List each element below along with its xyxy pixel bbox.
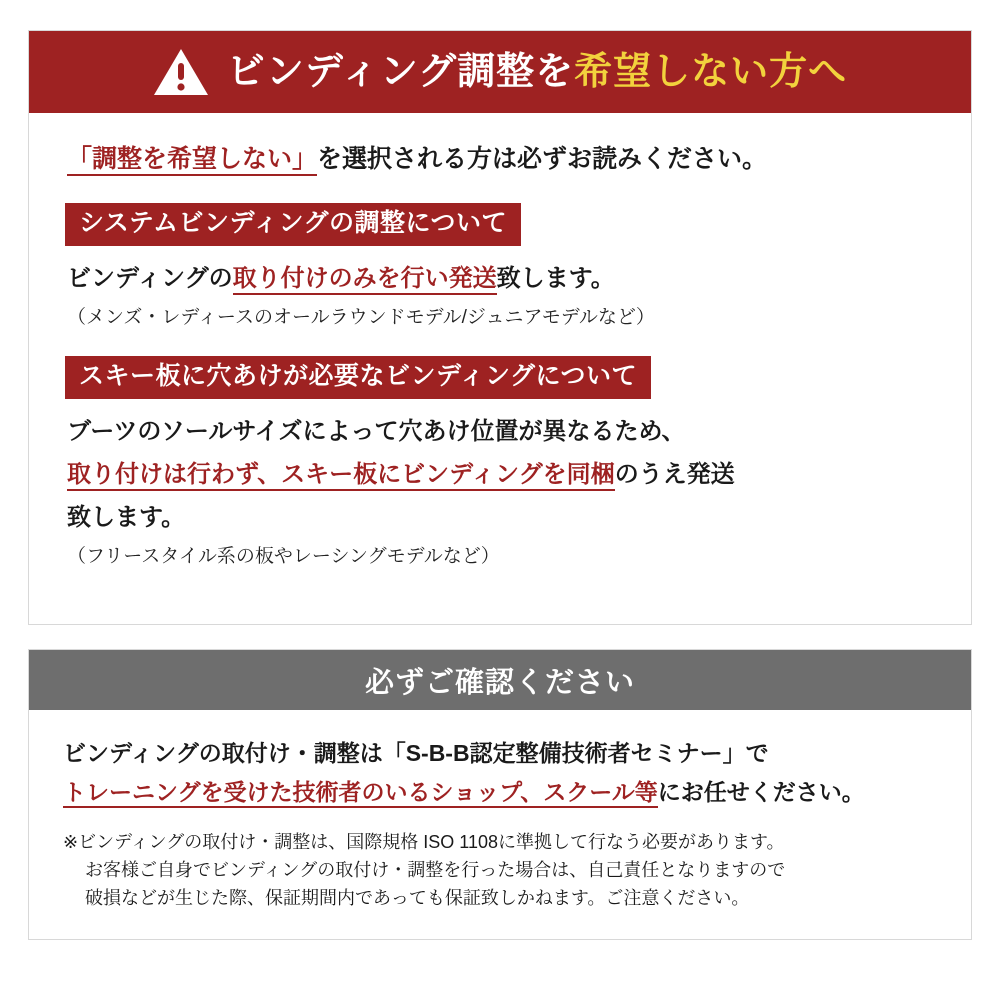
section-drilling-binding-line1: ブーツのソールサイズによって穴あけ位置が異なるため、 bbox=[67, 418, 686, 446]
notice-body bbox=[29, 113, 971, 624]
section-drilling-binding-line3: 致します。 bbox=[67, 503, 186, 531]
warning-triangle-icon bbox=[153, 47, 209, 97]
section-drilling-binding-note: （フリースタイル系の板やレーシングモデルなど） bbox=[67, 545, 500, 567]
fine-print-line-3: 破損などが生じた際、保証期間内であっても保証致しかねます。ご注意ください。 bbox=[85, 887, 750, 908]
line2-highlight: 取り付けは行わず、スキー板にビンディングを同梱 bbox=[67, 461, 615, 491]
section-system-binding-heading: システムビンディングの調整について bbox=[65, 203, 521, 247]
confirmation-line2-highlight: トレーニングを受けた技術者のいるショップ、スクール等 bbox=[63, 779, 658, 808]
confirmation-header-title: 必ずご確認ください bbox=[364, 666, 635, 699]
fine-print-line-2: お客様ご自身でビンディングの取付け・調整を行った場合は、自己責任となりますので bbox=[85, 860, 786, 881]
paragraph-post: 致します。 bbox=[496, 265, 615, 293]
paragraph-pre: ビンディングの bbox=[67, 265, 233, 293]
confirmation-line2 bbox=[63, 775, 939, 810]
notice-header-title bbox=[227, 53, 847, 91]
section-system-binding-paragraph bbox=[67, 262, 935, 297]
line2-post: のうえ発送 bbox=[614, 460, 735, 488]
section-system-binding-note: （メンズ・レディースのオールラウンドモデル/ジュニアモデルなど） bbox=[67, 307, 655, 329]
notice-lead-text bbox=[67, 143, 935, 177]
notice-header-title-main: ビンディング調整を bbox=[226, 51, 575, 93]
confirmation-panel bbox=[28, 649, 972, 940]
notice-lead-rest: を選択される方は必ずお読みください。 bbox=[317, 145, 768, 173]
notice-header-title-accent: 希望しない方へ bbox=[574, 51, 848, 93]
confirmation-header bbox=[29, 650, 971, 710]
fine-print-line-1: ※ビンディングの取付け・調整は、国際規格 ISO 1108に準拠して行なう必要があります。 bbox=[63, 832, 785, 853]
confirmation-line2-post: にお任せください。 bbox=[657, 778, 865, 805]
binding-adjustment-notice-panel bbox=[28, 30, 972, 625]
section-drilling-binding-heading: スキー板に穴あけが必要なビンディングについて bbox=[65, 356, 651, 400]
confirmation-line1: ビンディングの取付け・調整は「S-B-B認定整備技術者セミナー」で bbox=[63, 740, 769, 767]
paragraph-highlight: 取り付けのみを行い発送 bbox=[233, 265, 497, 295]
notice-header bbox=[29, 31, 971, 113]
section-drilling-binding-line2 bbox=[67, 458, 935, 493]
confirmation-body bbox=[29, 710, 971, 939]
section-system-binding bbox=[65, 203, 935, 332]
section-drilling-binding bbox=[65, 356, 935, 570]
notice-lead-highlight: 「調整を希望しない」 bbox=[67, 145, 317, 176]
